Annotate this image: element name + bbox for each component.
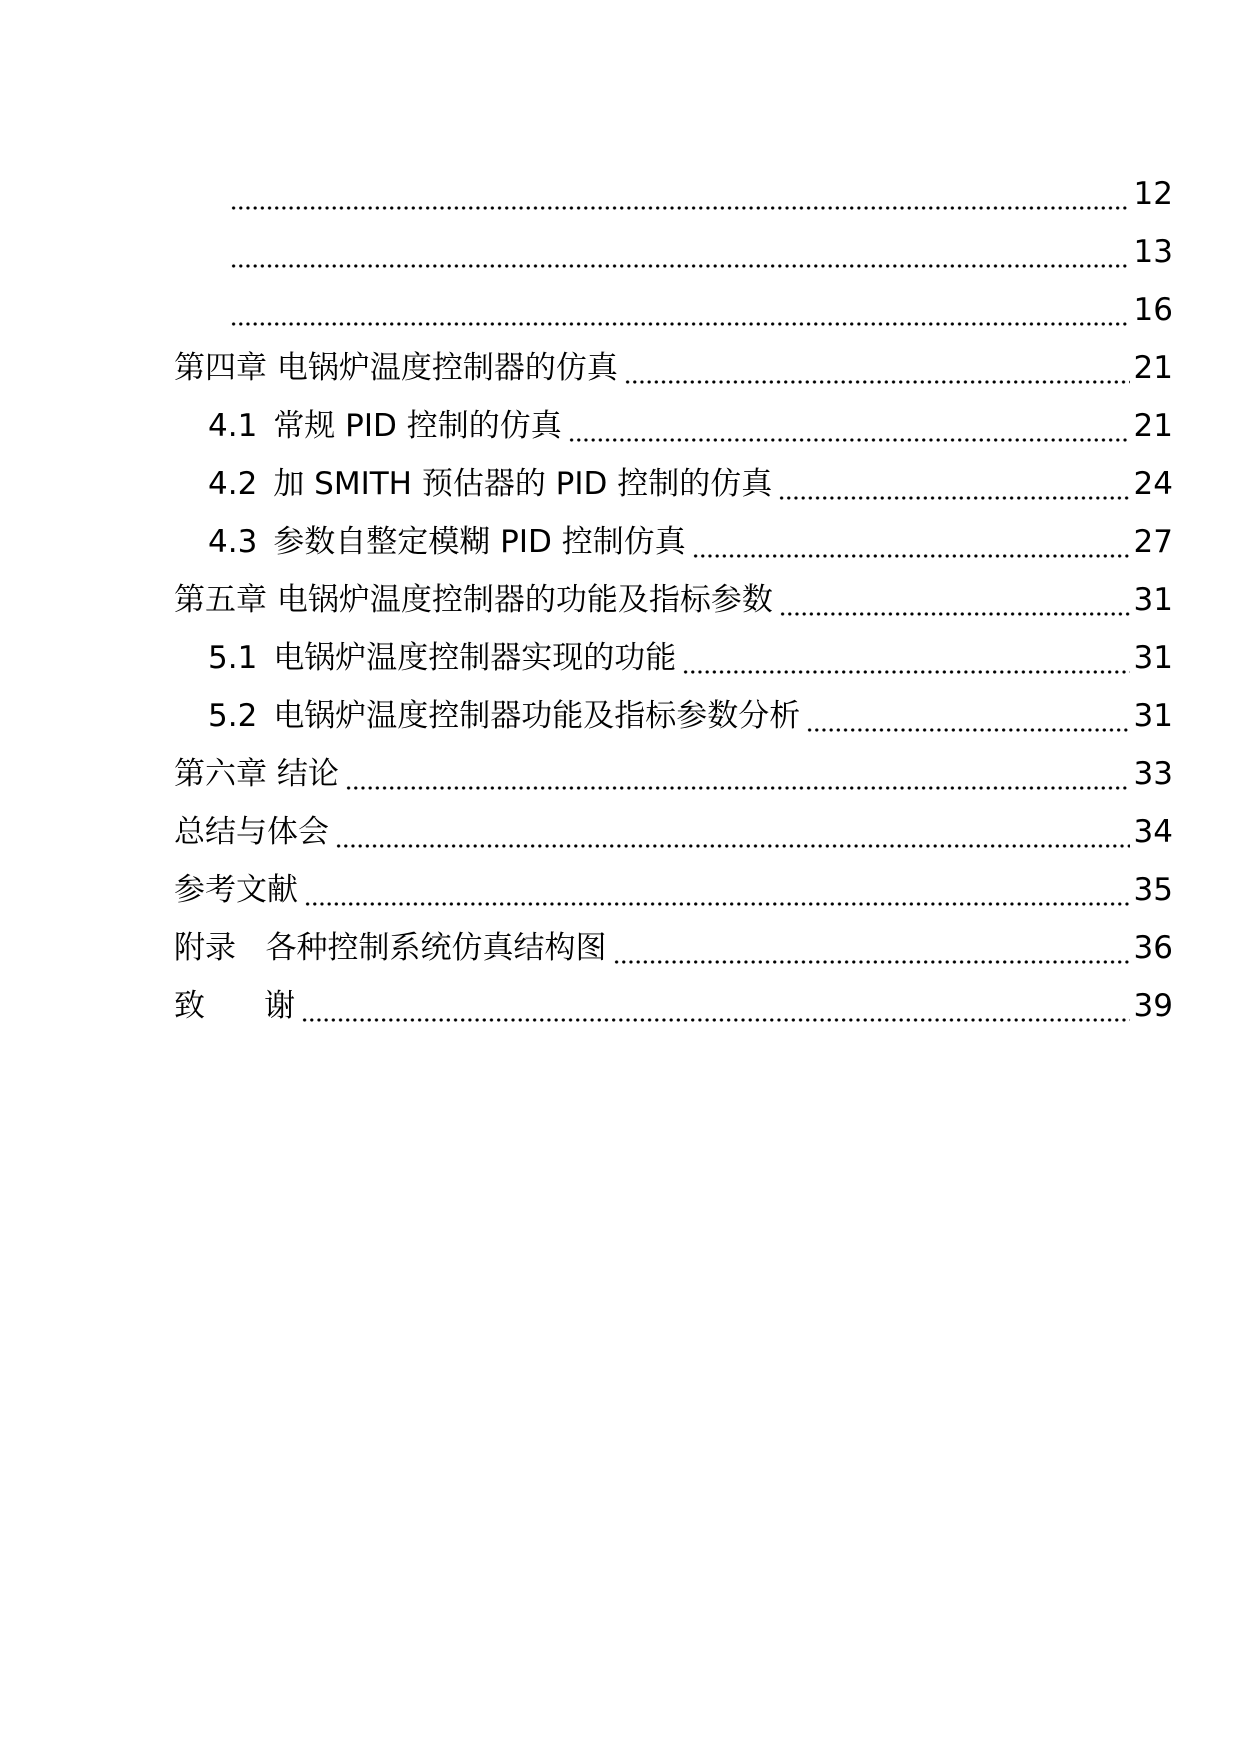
toc-entry-title xyxy=(174,348,618,388)
toc-entry-chapter[interactable] xyxy=(174,800,1173,852)
toc-entry-title xyxy=(174,986,295,1026)
toc-entry-section[interactable] xyxy=(208,684,1173,736)
dot-leader xyxy=(779,580,1130,620)
toc-entry-number: 4.1 xyxy=(208,408,258,444)
toc-entry-text: 参考文献 xyxy=(174,872,298,908)
toc-entry-title xyxy=(208,696,800,736)
dot-leader xyxy=(230,232,1130,272)
dot-leader xyxy=(301,986,1129,1026)
toc-entry-title xyxy=(174,754,339,794)
toc-entry-title xyxy=(174,928,607,968)
toc-entry-number: 5.1 xyxy=(208,640,258,676)
toc-entry-text: 总结与体会 xyxy=(174,814,329,850)
toc-entry-text: 常规 PID 控制的仿真 xyxy=(273,408,562,444)
toc-entry-title xyxy=(174,870,298,910)
toc-entry-title xyxy=(174,812,329,852)
dot-leader xyxy=(230,174,1130,214)
toc-entry-text: 参数自整定模糊 PID 控制仿真 xyxy=(273,524,686,560)
toc-entry-text: 电锅炉温度控制器功能及指标参数分析 xyxy=(273,698,801,734)
toc-entry-page: 21 xyxy=(1133,350,1173,386)
toc-entry-text: 第六章 结论 xyxy=(174,756,339,792)
dot-leader xyxy=(568,406,1130,446)
dot-leader xyxy=(230,290,1130,330)
toc-entry-section[interactable] xyxy=(208,626,1173,678)
toc-entry-page: 36 xyxy=(1133,930,1173,966)
dot-leader xyxy=(624,348,1130,388)
toc-entry-title xyxy=(208,638,676,678)
toc-entry-chapter[interactable] xyxy=(174,742,1173,794)
toc-entry-page: 34 xyxy=(1133,814,1173,850)
toc-entry-page: 31 xyxy=(1133,640,1173,676)
dot-leader xyxy=(304,870,1130,910)
dot-leader xyxy=(613,928,1130,968)
toc-entry-page: 31 xyxy=(1133,582,1173,618)
toc-entry-page: 12 xyxy=(1133,176,1173,212)
toc-entry-text: 第五章 电锅炉温度控制器的功能及指标参数 xyxy=(174,582,773,618)
dot-leader xyxy=(335,812,1130,852)
toc-entry-text: 第四章 电锅炉温度控制器的仿真 xyxy=(174,350,618,386)
toc-entry-page: 39 xyxy=(1133,988,1173,1024)
toc-entry-title xyxy=(174,580,773,620)
toc-entry-number: 5.2 xyxy=(208,698,258,734)
dot-leader xyxy=(682,638,1129,678)
toc-entry[interactable] xyxy=(224,162,1173,214)
toc-entry-text: 致 谢 xyxy=(174,988,296,1024)
dot-leader xyxy=(692,522,1130,562)
toc-entry-chapter[interactable] xyxy=(174,916,1173,968)
toc-entry-text: 电锅炉温度控制器实现的功能 xyxy=(273,640,677,676)
toc-entry-section[interactable] xyxy=(208,394,1173,446)
toc-entry-page: 35 xyxy=(1133,872,1173,908)
dot-leader xyxy=(778,464,1129,504)
toc-entry-number: 4.3 xyxy=(208,524,258,560)
dot-leader xyxy=(806,696,1129,736)
toc-entry-section[interactable] xyxy=(208,452,1173,504)
toc-entry-page: 21 xyxy=(1133,408,1173,444)
toc-entry-page: 13 xyxy=(1133,234,1173,270)
dot-leader xyxy=(345,754,1130,794)
toc-entry-page: 24 xyxy=(1133,466,1173,502)
toc-entry-chapter[interactable] xyxy=(174,858,1173,910)
toc-entry[interactable] xyxy=(224,278,1173,330)
toc-entry-number: 4.2 xyxy=(208,466,258,502)
toc-entry-chapter[interactable] xyxy=(174,568,1173,620)
toc-entry-page: 27 xyxy=(1133,524,1173,560)
toc-entry-page: 16 xyxy=(1133,292,1173,328)
toc-entry-chapter[interactable] xyxy=(174,974,1173,1026)
toc-entry-title xyxy=(208,464,772,504)
toc-entry-title xyxy=(208,406,562,446)
toc-entry-chapter[interactable] xyxy=(174,336,1173,388)
toc-entry-title xyxy=(208,522,686,562)
toc-entry-section[interactable] xyxy=(208,510,1173,562)
toc-entry-text: 加 SMITH 预估器的 PID 控制的仿真 xyxy=(273,466,773,502)
toc-entry[interactable] xyxy=(224,220,1173,272)
toc-entry-page: 31 xyxy=(1133,698,1173,734)
toc-entry-page: 33 xyxy=(1133,756,1173,792)
toc-entry-text: 附录 各种控制系统仿真结构图 xyxy=(174,930,607,966)
